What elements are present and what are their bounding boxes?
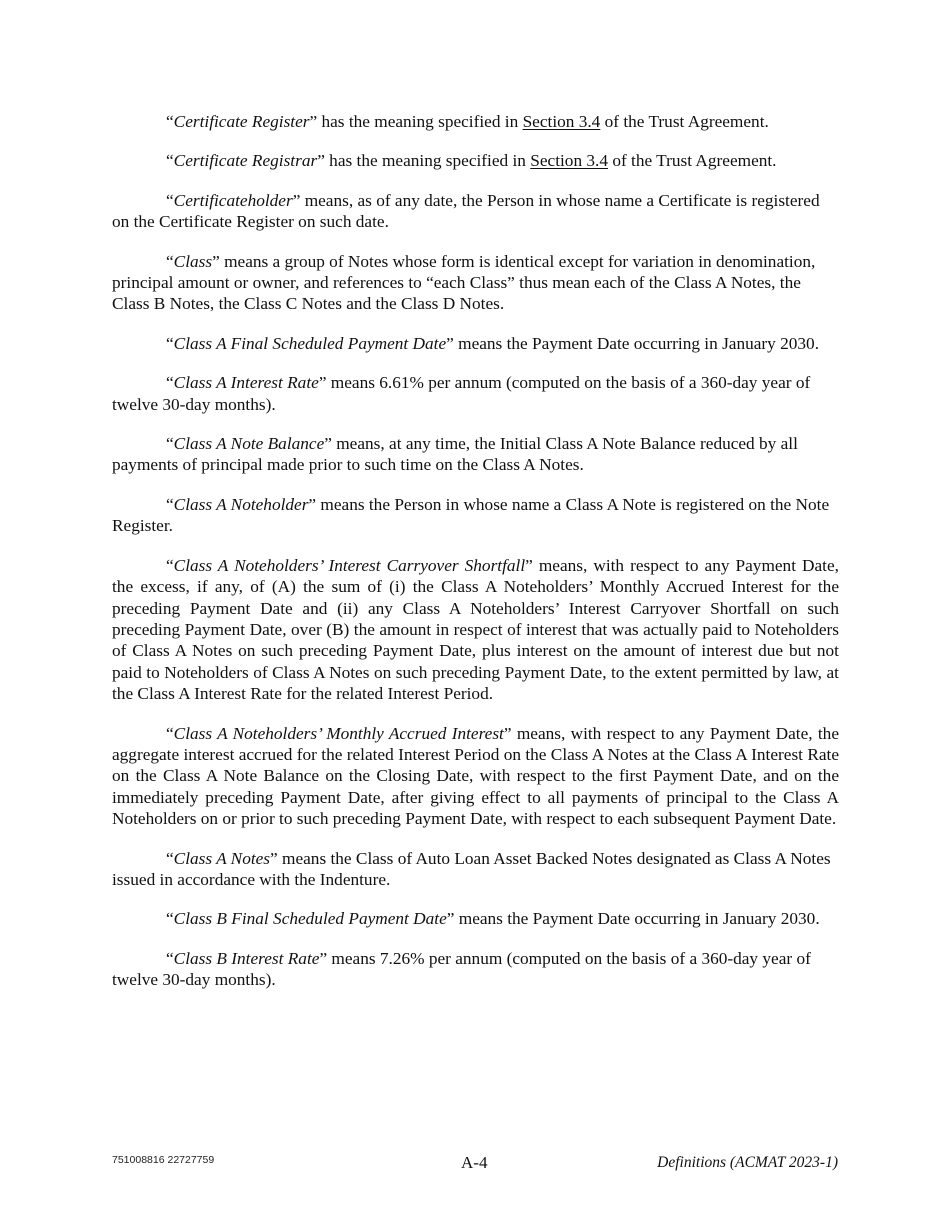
definitions-body xyxy=(112,111,839,1009)
defined-term: Class A Final Scheduled Payment Date xyxy=(173,333,447,353)
definition-text: ” has the meaning specified in xyxy=(317,151,531,171)
defined-term: Class B Final Scheduled Payment Date xyxy=(173,909,447,929)
definition-text: of the Trust Agreement. xyxy=(600,112,769,131)
definition-text: ” means the Class of Auto Loan Asset Backed Notes designated as Class A Notes issued in accordance with the Indenture. xyxy=(112,848,831,889)
document-id: 751008816 22727759 xyxy=(112,1154,215,1166)
definition-text: ” means a group of Notes whose form is identical except for variation in denomination, principal amount or owner, and references to “each Class” thus mean each of the Class A Notes, the Class B Notes, the Class C Notes and the Class D Notes. xyxy=(112,251,816,314)
definition-class-a-notes: “Class A Notes” means the Class of Auto Loan Asset Backed Notes designated as Class A Notes issued in accordance with the Indenture. xyxy=(112,848,831,889)
defined-term: Class A Note Balance xyxy=(173,434,325,454)
definition-class: “Class” means a group of Notes whose form is identical except for variation in denomination, principal amount or owner, and references to “each Class” thus mean each of the Class A Notes, the Class B Notes, the Class C Notes and the Class D Notes. xyxy=(112,251,816,314)
defined-term: Class xyxy=(173,251,213,271)
defined-term: Class A Noteholders’ Interest Carryover Shortfall xyxy=(173,555,526,575)
defined-term: Class A Noteholder xyxy=(173,494,309,514)
footer-title: Definitions (ACMAT 2023-1) xyxy=(657,1154,838,1171)
definition-text: ” means the Payment Date occurring in January 2030. xyxy=(446,333,820,353)
definition-text: ” means the Person in whose name a Class A Note is registered on the Note Register. xyxy=(112,494,830,536)
page-number: A-4 xyxy=(461,1153,488,1172)
definition-class-a-note-balance: “Class A Note Balance” means, at any time, the Initial Class A Note Balance reduced by all payments of principal made prior to such time on the Class A Notes. xyxy=(112,434,798,475)
defined-term: Class A Interest Rate xyxy=(173,373,319,393)
defined-term: Certificate Register xyxy=(173,112,310,131)
definition-text: ” means 6.61% per annum (computed on the basis of a 360-day year of twelve 30-day months). xyxy=(112,373,811,414)
definition-class-b-interest-rate: “Class B Interest Rate” means 7.26% per annum (computed on the basis of a 360-day year of twelve 30-day months). xyxy=(112,948,811,990)
section-reference: Section 3.4 xyxy=(530,151,609,171)
defined-term: Certificate Registrar xyxy=(173,151,318,171)
definition-text: ” means, with respect to any Payment Date, the aggregate interest accrued for the related Interest Period on the Class A Notes at the Class A Interest Rate on the Class A Note Balance on the Closing Date, with respect to the first Payment Date, and on the immediately preceding Payment Date, after giving effect to all payments of principal to the Class A Noteholders on or prior to such preceding Payment Date, with respect to each subsequent Payment Date. xyxy=(112,723,839,829)
definition-text: ” means the Payment Date occurring in January 2030. xyxy=(446,909,820,929)
defined-term: Class A Notes xyxy=(173,848,271,868)
definition-text: ” has the meaning specified in xyxy=(309,112,523,131)
definition-class-a-final-scheduled-payment-date: “Class A Final Scheduled Payment Date” means the Payment Date occurring in January 2030. xyxy=(166,333,820,353)
defined-term: Class B Interest Rate xyxy=(173,948,320,968)
definition-class-a-interest-rate: “Class A Interest Rate” means 6.61% per annum (computed on the basis of a 360-day year of twelve 30-day months). xyxy=(112,373,811,414)
definition-text: ” means, as of any date, the Person in whose name a Certificate is registered on the Certificate Register on such date. xyxy=(112,190,820,232)
definition-text: of the Trust Agreement. xyxy=(608,151,777,171)
defined-term: Class A Noteholders’ Monthly Accrued Interest xyxy=(173,723,504,743)
definition-class-a-interest-carryover-shortfall: “Class A Noteholders’ Interest Carryover Shortfall” means, with respect to any Payment Date, the excess, if any, of (A) the sum of (i) the Class A Noteholders’ Monthly Accrued Interest for the preceding Payment Date and (ii) any Class A Noteholders’ Interest Carryover Shortfall on such preceding Payment Date, over (B) the amount in respect of interest that was actually paid to Noteholders of Class A Notes on such preceding Payment Date, plus interest on the amount of interest due but not paid to Noteholders of Class A Notes on such preceding Payment Date, to the extent permitted by law, at the Class A Interest Rate for the related Interest Period. xyxy=(112,555,839,704)
definition-class-b-final-scheduled-payment-date: “Class B Final Scheduled Payment Date” means the Payment Date occurring in January 2030. xyxy=(166,909,820,929)
definition-certificate-register: “Certificate Register” has the meaning specified in Section 3.4 of the Trust Agreement. xyxy=(166,112,769,131)
definition-text: ” means 7.26% per annum (computed on the basis of a 360-day year of twelve 30-day months). xyxy=(112,948,811,990)
definition-certificateholder: “Certificateholder” means, as of any date, the Person in whose name a Certificate is registered on the Certificate Register on such date. xyxy=(112,190,820,232)
definition-text: ” means, with respect to any Payment Date, the excess, if any, of (A) the sum of (i) the Class A Noteholders’ Monthly Accrued Interest for the preceding Payment Date and (ii) any Class A Noteholders’ Interest Carryover Shortfall on such preceding Payment Date, over (B) the amount in respect of interest that was actually paid to Noteholders of Class A Notes on such preceding Payment Date, plus interest on the amount of interest due but not paid to Noteholders of Class A Notes on such preceding Payment Date, to the extent permitted by law, at the Class A Interest Rate for the related Interest Period. xyxy=(112,555,839,704)
definition-class-a-noteholder: “Class A Noteholder” means the Person in whose name a Class A Note is registered on the Note Register. xyxy=(112,494,830,536)
definition-certificate-registrar: “Certificate Registrar” has the meaning specified in Section 3.4 of the Trust Agreement. xyxy=(166,151,777,171)
definition-text: ” means, at any time, the Initial Class A Note Balance reduced by all payments of principal made prior to such time on the Class A Notes. xyxy=(112,434,798,475)
definition-class-a-monthly-accrued-interest: “Class A Noteholders’ Monthly Accrued Interest” means, with respect to any Payment Date, the aggregate interest accrued for the related Interest Period on the Class A Notes at the Class A Interest Rate on the Class A Note Balance on the Closing Date, with respect to the first Payment Date, and on the immediately preceding Payment Date, after giving effect to all payments of principal to the Class A Noteholders on or prior to such preceding Payment Date, with respect to each subsequent Payment Date. xyxy=(112,723,839,829)
section-reference: Section 3.4 xyxy=(522,112,601,131)
defined-term: Certificateholder xyxy=(173,190,293,210)
